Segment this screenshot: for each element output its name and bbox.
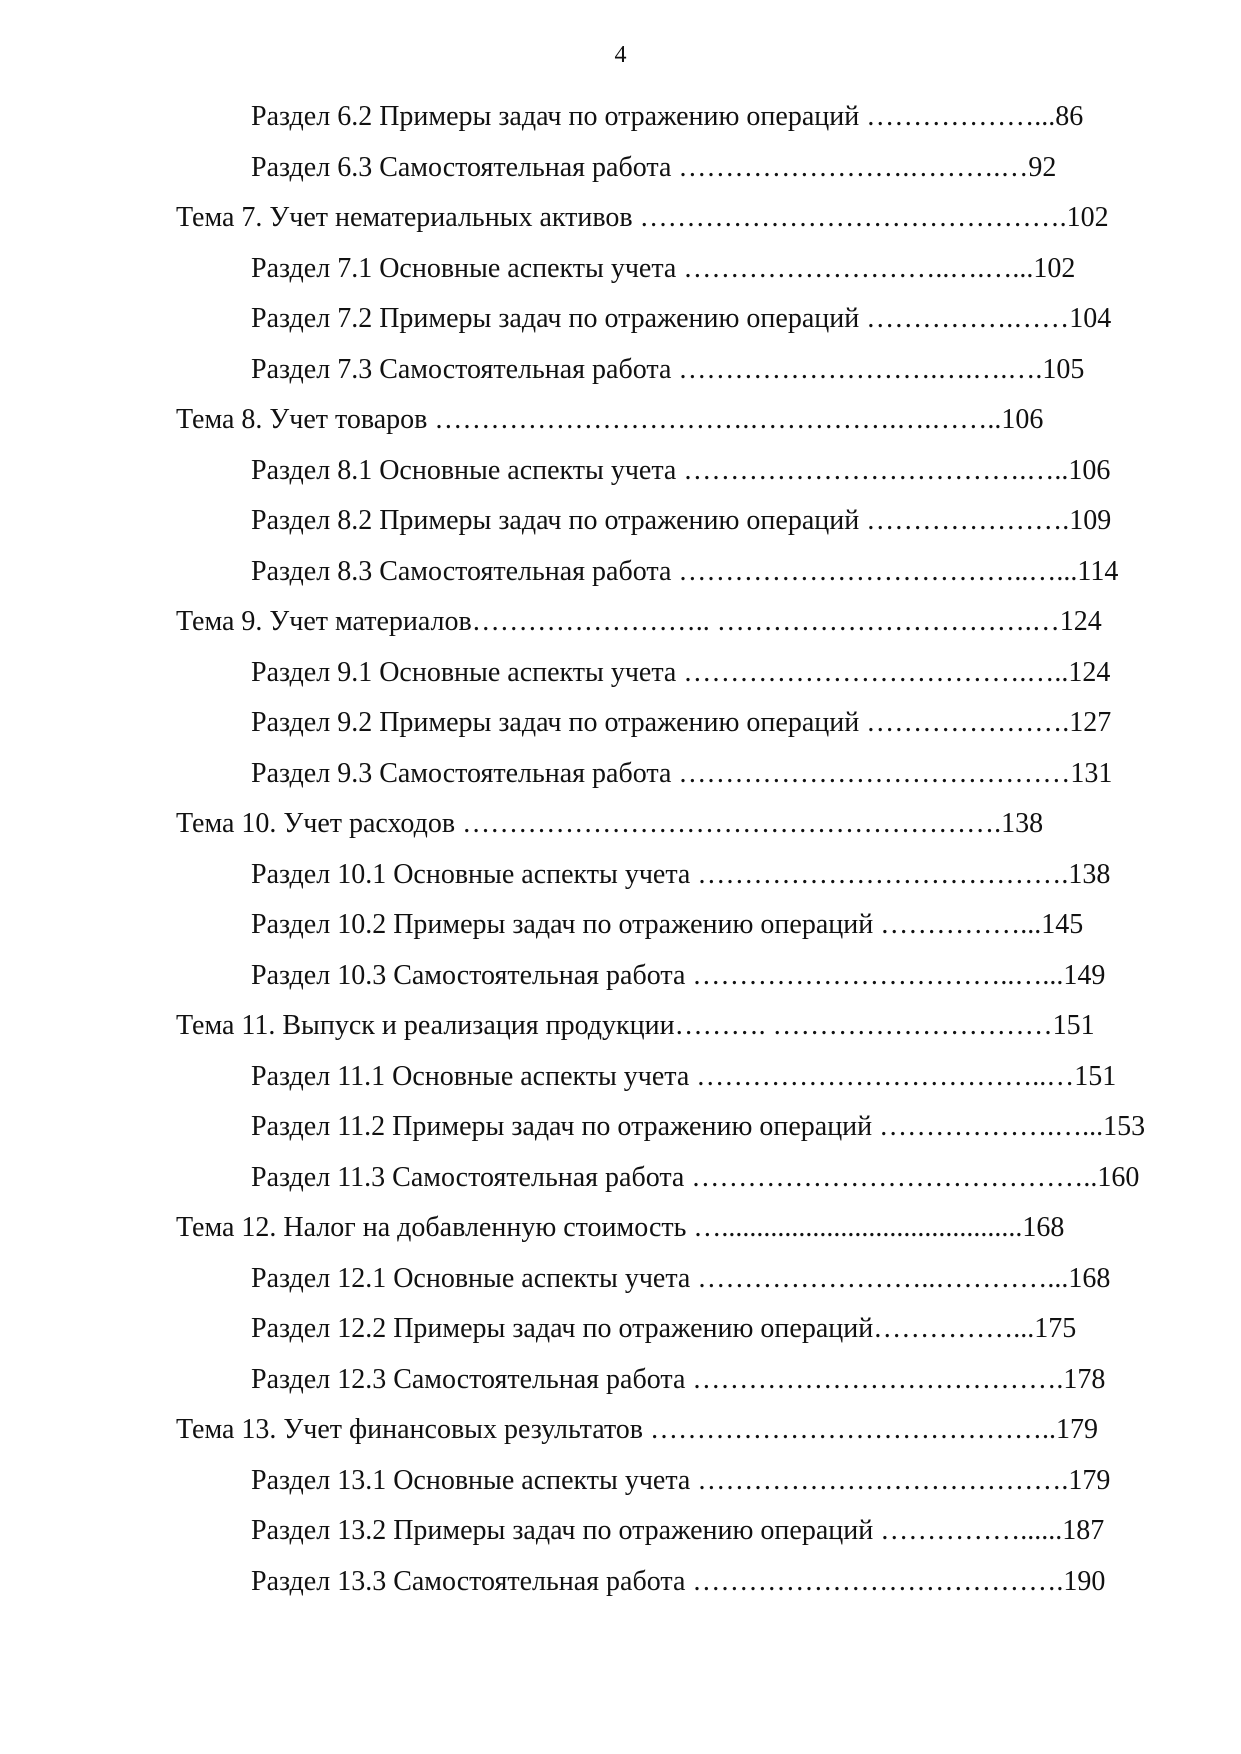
toc-entry	[0, 345, 1241, 396]
toc-entry-text: Раздел 7.1 Основные аспекты учета ………………………..….…...102	[251, 252, 1076, 284]
toc-entry-text: Раздел 12.2 Примеры задач по отражению операций……………...175	[251, 1313, 1077, 1344]
toc-entry	[0, 143, 1241, 194]
toc-entry	[0, 900, 1241, 951]
toc-entry-text: Раздел 8.1 Основные аспекты учета ……………………………….…..106	[251, 454, 1111, 486]
toc-entry-text: Раздел 10.1 Основные аспекты учета ………………………………….138	[251, 858, 1111, 890]
toc-entry-text: Раздел 10.3 Самостоятельная работа ……………………………..…...149	[251, 959, 1106, 991]
toc-topic	[0, 597, 1241, 648]
toc-entry-text: Раздел 13.1 Основные аспекты учета ………………………………….179	[251, 1464, 1111, 1496]
toc-topic-text: Тема 12. Налог на добавленную стоимость …...........................................168	[176, 1212, 1065, 1243]
toc-entry-text: Раздел 11.3 Самостоятельная работа ……………………………………..160	[251, 1161, 1140, 1193]
toc-entry-text: Раздел 11.1 Основные аспекты учета ………………………………..…151	[251, 1060, 1117, 1092]
toc-entry	[0, 1355, 1241, 1406]
toc-entry	[0, 1557, 1241, 1608]
toc-entry	[0, 1506, 1241, 1557]
toc-entry	[0, 1153, 1241, 1204]
toc-entry-text: Раздел 9.3 Самостоятельная работа ……………………………………131	[251, 757, 1113, 789]
toc-entry	[0, 1304, 1241, 1355]
toc-topic-text: Тема 10. Учет расходов ………………………………………………….138	[176, 808, 1044, 839]
toc-topic-text: Тема 8. Учет товаров …………………………….…………….….……..106	[176, 404, 1044, 435]
toc-entry-text: Раздел 8.3 Самостоятельная работа ………………………………..…...114	[251, 555, 1119, 587]
toc-entry-text: Раздел 7.3 Самостоятельная работа ……………………….….….….105	[251, 353, 1085, 385]
toc-topic-text: Тема 13. Учет финансовых результатов ……………………………………..179	[176, 1414, 1099, 1445]
toc-topic	[0, 1001, 1241, 1052]
toc-entry-text: Раздел 6.3 Самостоятельная работа …………………….……….…92	[251, 151, 1057, 183]
toc-entry-text: Раздел 12.1 Основные аспекты учета ……………………..…………...168	[251, 1262, 1111, 1294]
toc-entry	[0, 446, 1241, 497]
toc-entry	[0, 1456, 1241, 1507]
toc-entry	[0, 698, 1241, 749]
toc-entry	[0, 749, 1241, 800]
toc-topic-text: Тема 7. Учет нематериальных активов ……………………………………….102	[176, 202, 1109, 233]
toc-entry-text: Раздел 13.3 Самостоятельная работа ………………………………….190	[251, 1565, 1106, 1597]
toc-entry-text: Раздел 7.2 Примеры задач по отражению операций …………….……104	[251, 303, 1112, 334]
toc-entry-text: Раздел 9.1 Основные аспекты учета ……………………………….…..124	[251, 656, 1111, 688]
toc-entry-text: Раздел 12.3 Самостоятельная работа ………………………………….178	[251, 1363, 1106, 1395]
toc-entry	[0, 547, 1241, 598]
toc-topic	[0, 1405, 1241, 1456]
toc-entry	[0, 648, 1241, 699]
toc-topic-text: Тема 9. Учет материалов…………………….. …………………………….…124	[176, 606, 1102, 637]
toc-topic	[0, 193, 1241, 244]
toc-entry	[0, 1052, 1241, 1103]
toc-entry-text: Раздел 9.2 Примеры задач по отражению операций ………………….127	[251, 707, 1112, 738]
toc-topic	[0, 1203, 1241, 1254]
toc-entry-text: Раздел 10.2 Примеры задач по отражению операций ……………...145	[251, 909, 1084, 940]
toc-entry-text: Раздел 13.2 Примеры задач по отражению операций ……………......187	[251, 1515, 1105, 1546]
toc-entry	[0, 244, 1241, 295]
toc-entry	[0, 951, 1241, 1002]
toc-topic	[0, 799, 1241, 850]
toc-entry	[0, 294, 1241, 345]
page-number: 4	[614, 42, 627, 68]
toc-entry-text: Раздел 6.2 Примеры задач по отражению операций ………………...86	[251, 101, 1084, 132]
toc-entry-text: Раздел 11.2 Примеры задач по отражению операций ……………….…...153	[251, 1111, 1146, 1142]
toc-entry	[0, 1254, 1241, 1305]
toc-topic	[0, 395, 1241, 446]
toc-entry	[0, 92, 1241, 143]
toc-entry	[0, 850, 1241, 901]
table-of-contents	[0, 92, 1241, 1607]
toc-entry	[0, 496, 1241, 547]
toc-entry	[0, 1102, 1241, 1153]
toc-topic-text: Тема 11. Выпуск и реализация продукции………. …………………………151	[176, 1010, 1095, 1041]
toc-entry-text: Раздел 8.2 Примеры задач по отражению операций ………………….109	[251, 505, 1112, 536]
